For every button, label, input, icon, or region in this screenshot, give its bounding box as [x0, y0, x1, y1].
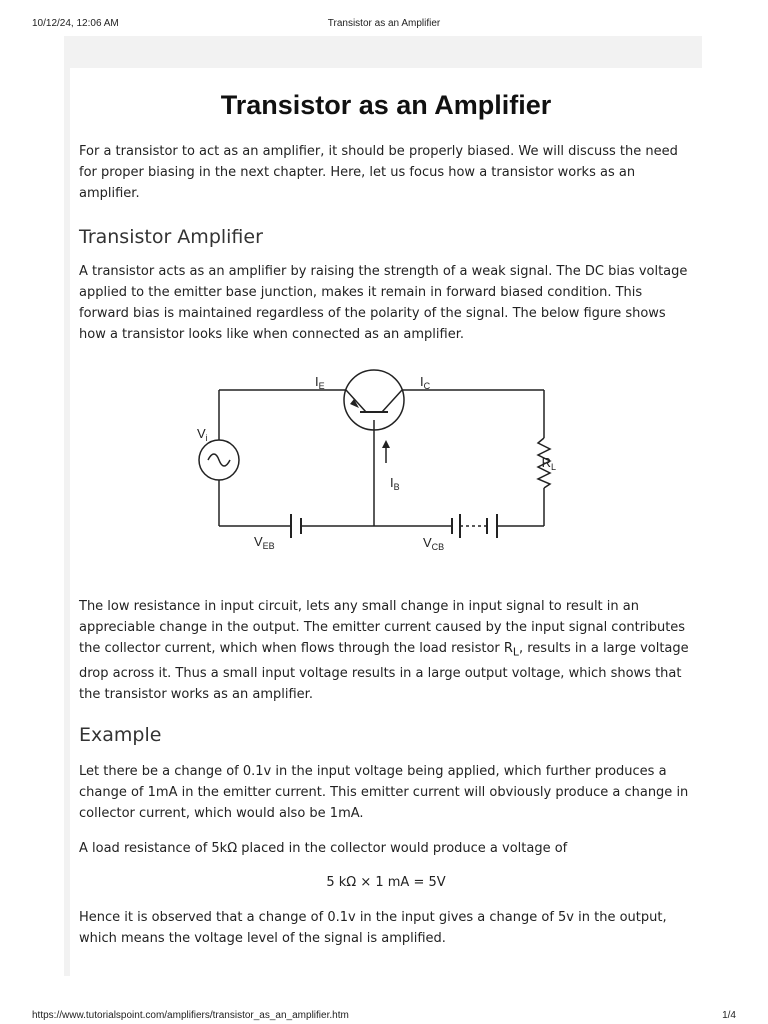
ac-wave-symbol [208, 454, 230, 466]
example-paragraph-2: A load resistance of 5kΩ placed in the collector would produce a voltage of [79, 841, 568, 856]
label-vcb: $V_{CB}$ [423, 535, 445, 552]
low-resistance-paragraph: The low resistance in input circuit, lets any small change in input signal to result in an appreciable change in the output. The emitter current caused by the input signal contributes the collector current, which when flows through the load resistor $R_L$, results in a large voltage drop across it. Thus a small input voltage results in a large output voltage, which shows that the transistor works as an amplifier. [79, 599, 689, 702]
label-ie: $I_E$ [315, 374, 325, 391]
label-ib: $I_B$ [390, 475, 400, 492]
section-heading-example: Example [79, 724, 162, 746]
label-vi: $V_i$ [197, 426, 208, 443]
example-paragraph-1: Let there be a change of 0.1v in the input voltage being applied, which further produces a change of 1mA in the emitter current. This emitter current will obviously produce a change in collector current, which would also be 1mA. [79, 764, 689, 821]
ib-arrowhead [382, 440, 390, 448]
voltage-formula: 5 kΩ × 1 mA = 5V [326, 875, 446, 890]
page-title: Transistor as an Amplifier [220, 90, 552, 120]
section-heading-transistor-amplifier: Transistor Amplifier [79, 226, 263, 248]
article-card [70, 68, 702, 976]
example-paragraph-3: Hence it is observed that a change of 0.1v in the input gives a change of 5v in the output, which means the voltage level of the signal is amplified. [79, 910, 667, 946]
transistor-collector-leg [382, 390, 402, 412]
print-page-number: 1/4 [722, 1010, 736, 1021]
print-url: https://www.tutorialspoint.com/amplifiers/transistor_as_an_amplifier.htm [32, 1010, 349, 1021]
label-veb: $V_{EB}$ [254, 534, 275, 551]
amplifier-circuit-diagram [194, 368, 554, 568]
intro-paragraph: For a transistor to act as an amplifier, it should be properly biased. We will discuss the need for proper biasing in the next chapter. Here, let us focus how a transistor works as an amplifier. [79, 144, 678, 201]
transistor-amplifier-paragraph: A transistor acts as an amplifier by raising the strength of a weak signal. The DC bias voltage applied to the emitter base junction, makes it remain in forward biased condition. This forward bias is maintained regardless of the polarity of the signal. The below figure shows how a transistor looks like when connected as an amplifier. [79, 264, 688, 342]
print-title: Transistor as an Amplifier [327, 18, 441, 29]
label-rl: $R_L$ [541, 455, 556, 472]
label-ic: $I_C$ [420, 374, 431, 391]
transistor-emitter-leg [346, 390, 366, 412]
print-date: 10/12/24, 12:06 AM [32, 18, 119, 29]
